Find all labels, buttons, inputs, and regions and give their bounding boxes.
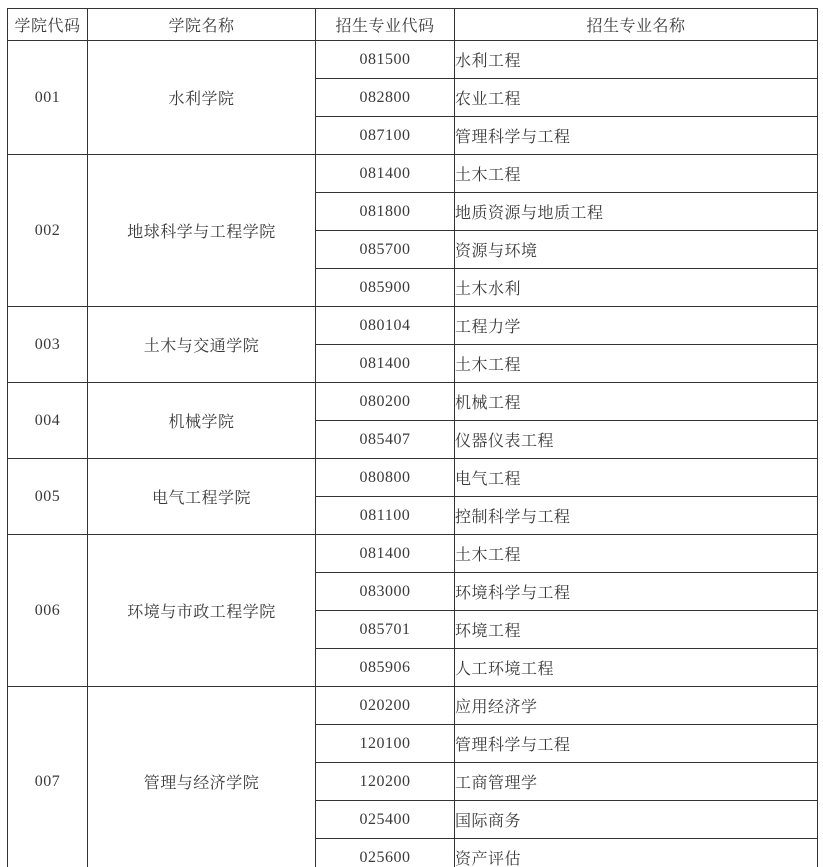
major-name-cell: 土木水利 — [455, 269, 818, 307]
major-code-cell: 085900 — [316, 269, 455, 307]
major-name-cell: 工商管理学 — [455, 763, 818, 801]
major-name-cell: 土木工程 — [455, 535, 818, 573]
major-name-cell: 管理科学与工程 — [455, 725, 818, 763]
major-name-cell: 仪器仪表工程 — [455, 421, 818, 459]
major-code-cell: 120200 — [316, 763, 455, 801]
major-name-cell: 土木工程 — [455, 345, 818, 383]
college-name-cell: 机械学院 — [88, 383, 316, 459]
column-header-major-name: 招生专业名称 — [455, 9, 818, 41]
table-row — [8, 41, 818, 79]
college-name-cell: 水利学院 — [88, 41, 316, 155]
college-name-cell: 电气工程学院 — [88, 459, 316, 535]
major-name-cell: 农业工程 — [455, 79, 818, 117]
college-name-cell: 环境与市政工程学院 — [88, 535, 316, 687]
major-name-cell: 管理科学与工程 — [455, 117, 818, 155]
major-code-cell: 081800 — [316, 193, 455, 231]
table-row — [8, 307, 818, 345]
column-header-college-code: 学院代码 — [8, 9, 88, 41]
major-code-cell: 020200 — [316, 687, 455, 725]
major-name-cell: 工程力学 — [455, 307, 818, 345]
major-code-cell: 120100 — [316, 725, 455, 763]
header-row — [8, 9, 818, 41]
major-code-cell: 080800 — [316, 459, 455, 497]
major-code-cell: 085701 — [316, 611, 455, 649]
major-name-cell: 人工环境工程 — [455, 649, 818, 687]
major-name-cell: 环境工程 — [455, 611, 818, 649]
major-name-cell: 电气工程 — [455, 459, 818, 497]
college-code-cell: 005 — [8, 459, 88, 535]
major-name-cell: 机械工程 — [455, 383, 818, 421]
college-code-cell: 007 — [8, 687, 88, 867]
major-code-cell: 085906 — [316, 649, 455, 687]
major-code-cell: 087100 — [316, 117, 455, 155]
table-row — [8, 155, 818, 193]
admission-majors-table — [7, 8, 818, 867]
table-row — [8, 459, 818, 497]
major-code-cell: 081400 — [316, 535, 455, 573]
major-name-cell: 土木工程 — [455, 155, 818, 193]
major-code-cell: 082800 — [316, 79, 455, 117]
column-header-college-name: 学院名称 — [88, 9, 316, 41]
major-code-cell: 081500 — [316, 41, 455, 79]
major-name-cell: 资源与环境 — [455, 231, 818, 269]
major-name-cell: 资产评估 — [455, 839, 818, 867]
college-name-cell: 地球科学与工程学院 — [88, 155, 316, 307]
major-code-cell: 025600 — [316, 839, 455, 867]
major-code-cell: 080200 — [316, 383, 455, 421]
major-code-cell: 081400 — [316, 345, 455, 383]
major-code-cell: 083000 — [316, 573, 455, 611]
college-code-cell: 001 — [8, 41, 88, 155]
major-name-cell: 水利工程 — [455, 41, 818, 79]
major-code-cell: 085407 — [316, 421, 455, 459]
college-code-cell: 003 — [8, 307, 88, 383]
table-row — [8, 535, 818, 573]
major-name-cell: 地质资源与地质工程 — [455, 193, 818, 231]
major-name-cell: 应用经济学 — [455, 687, 818, 725]
major-name-cell: 国际商务 — [455, 801, 818, 839]
college-code-cell: 004 — [8, 383, 88, 459]
major-name-cell: 环境科学与工程 — [455, 573, 818, 611]
major-code-cell: 025400 — [316, 801, 455, 839]
major-code-cell: 085700 — [316, 231, 455, 269]
major-name-cell: 控制科学与工程 — [455, 497, 818, 535]
table-row — [8, 383, 818, 421]
major-code-cell: 080104 — [316, 307, 455, 345]
major-code-cell: 081400 — [316, 155, 455, 193]
table-row — [8, 687, 818, 725]
college-code-cell: 006 — [8, 535, 88, 687]
column-header-major-code: 招生专业代码 — [316, 9, 455, 41]
major-code-cell: 081100 — [316, 497, 455, 535]
college-name-cell: 土木与交通学院 — [88, 307, 316, 383]
college-code-cell: 002 — [8, 155, 88, 307]
college-name-cell: 管理与经济学院 — [88, 687, 316, 867]
